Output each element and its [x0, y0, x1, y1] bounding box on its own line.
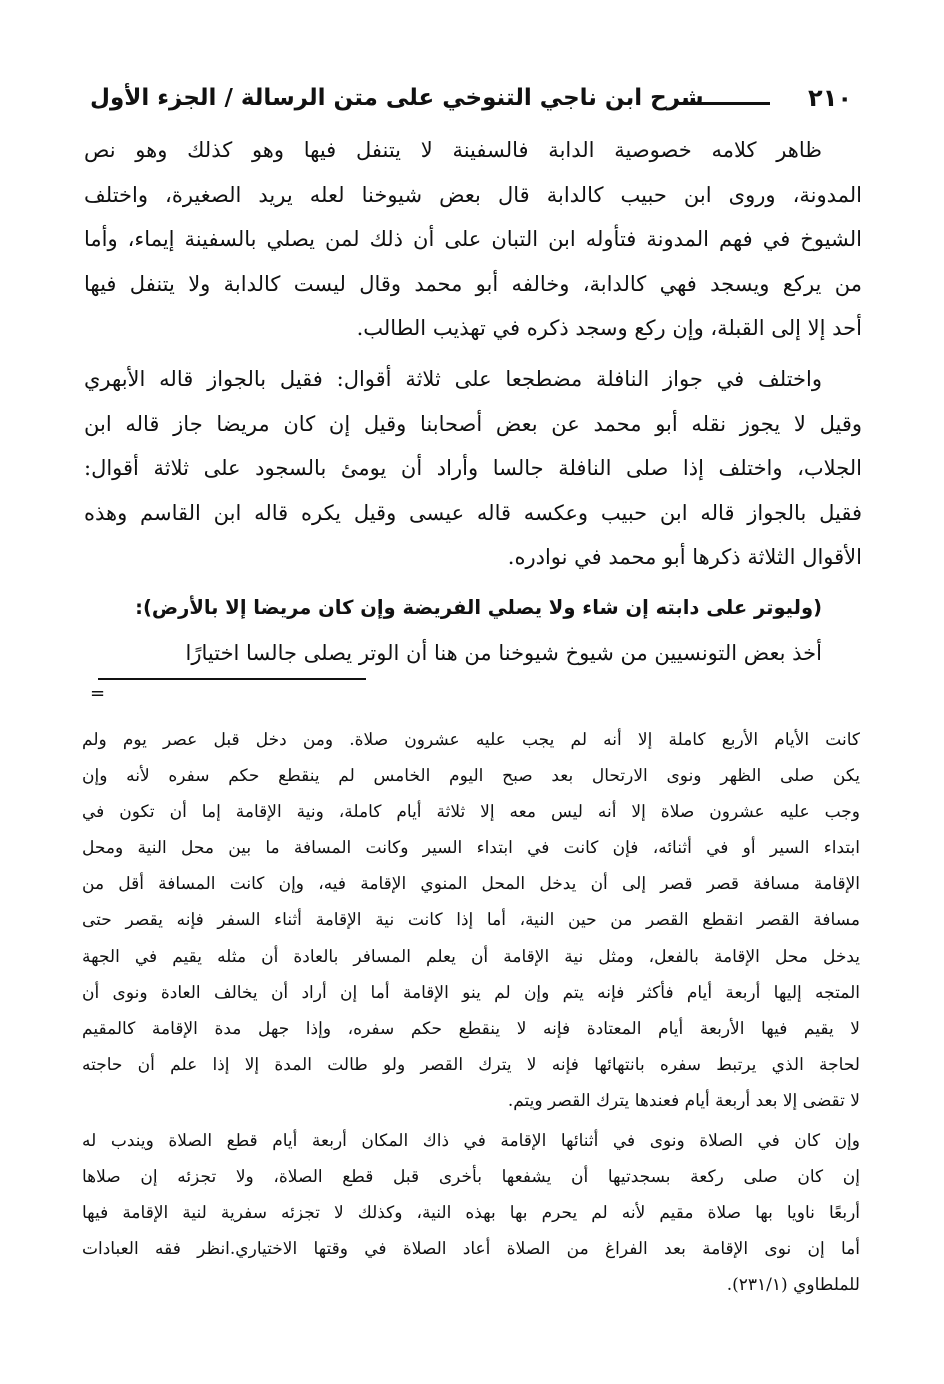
running-title: شرح ابن ناجي التنوخي على متن الرسالة / الجزء الأول: [90, 85, 704, 111]
footnote-line: وإن كان في الصلاة ونوى في أثنائها الإقامة في ذاك المكان أربعة أيام قطع الصلاة ويندب له: [82, 1131, 860, 1152]
footnote-paragraph-1: [82, 722, 860, 1119]
footnote: [82, 722, 860, 1304]
footnote-line: أربعًا ناويا بها صلاة مقيم لأنه لم يحرم بها بهذه النية، وكذلك لا تجزئه سفرية لنية الإقامة فيها: [82, 1203, 860, 1224]
paragraph-1: [84, 128, 862, 351]
page-number: ٢١٠: [808, 84, 852, 112]
text-line: فقيل بالجواز قاله ابن حبيب وعكسه قاله عيسى وقيل يكره قاله ابن القاسم وهذه: [84, 500, 862, 525]
footnote-line: يكن صلى الظهر ونوى الارتحال بعد صبح اليوم الخامس لم ينقطع حكم سفره لأنه وإن: [82, 766, 860, 787]
text-line: واختلف في جواز النافلة مضطجعا على ثلاثة أقوال: فقيل بالجواز قاله الأبهري: [84, 366, 822, 391]
text-line: أحد إلا إلى القبلة، وإن ركع وسجد ذكره في تهذيب الطالب.: [356, 316, 862, 341]
text-line: أخذ بعض التونسيين من شيوخ شيوخنا من هنا أن الوتر يصلى جالسا اختيارًا: [185, 640, 822, 665]
footnote-paragraph-2: [82, 1123, 860, 1303]
footnote-line: لحاجة الذي يرتبط سفره بانتهائها فإنه لا يترك القصر ولو طالت المدة إلا إذا علم أن حاجته: [82, 1054, 860, 1075]
footnote-line: كانت الأيام الأربع كاملة إلا أنه لم يجب عليه عشرون صلاة. ومن دخل قبل عصر يوم ولم: [82, 730, 860, 750]
page-header: [90, 78, 852, 122]
text-line: الجلاب، واختلف إذا صلى النافلة جالسا وأراد أن يومئ بالسجود على ثلاثة أقوال:: [84, 456, 862, 481]
footnote-line: المتجه إليها أربعة أيام فأكثر فإنه يتم وإن لم ينو الإقامة أما إن أراد أن يخالف العادة ونوى أن: [82, 982, 860, 1003]
text-line: وقيل لا يجوز نقله أبو محمد عن بعض أصحابنا وقيل إن كان مريضا جاز قاله ابن: [84, 411, 862, 436]
text-line: المدونة، وروى ابن حبيب كالدابة قال بعض شيوخنا لعله يريد الصغيرة، واختلف: [84, 182, 862, 207]
footnote-line: أما إن نوى الإقامة بعد الفراغ من الصلاة أعاد الصلاة في وقتها الاختياري.انظر فقه العبادات: [82, 1239, 860, 1260]
footnote-separator: [98, 678, 366, 680]
footnote-line: لا تقضى إلا بعد أربعة أيام فعندها يترك القصر ويتم.: [507, 1090, 860, 1111]
text-line: ظاهر كلامه خصوصية الدابة فالسفينة لا يتنفل فيها وهو كذلك وهو نص: [84, 138, 822, 162]
paragraph-2: [84, 357, 862, 580]
footnote-line: للملطاوي (٢٣١/١).: [726, 1275, 860, 1296]
footnote-line: الإقامة مسافة قصر قصر إلى أن يدخل المحل المنوي الإقامة فيه، وإن كانت المسافة أقل من: [82, 874, 860, 895]
footnote-line: وجب عليه عشرون صلاة إلا أنه ليس معه إلا ثلاثة أيام كاملة، ونية الإقامة إما أن تكون في: [82, 802, 860, 823]
main-text: [84, 128, 862, 675]
footnote-continuation-mark: =: [90, 683, 106, 704]
footnote-line: لا يقيم فيها الأربعة أيام المعتادة فإنه لا ينقطع حكم سفره، وإذا جهل مدة الإقامة كالمقيم: [82, 1018, 860, 1039]
matn-quote: (وليوتر على دابته إن شاء ولا يصلي الفريضة وإن كان مريضا إلا بالأرض):: [135, 595, 822, 619]
text-line: الشيوخ في فهم المدونة فتأوله ابن التبان على أن ذلك لمن يصلي بالسفينة إيماء، وأما: [84, 227, 862, 252]
footnote-line: يدخل محل الإقامة بالفعل، ومثل نية الإقامة أن يعلم المسافر بالعادة أن مثله يقيم في الجهة: [82, 946, 860, 967]
footnote-line: مسافة القصر انقطع القصر من حين النية، أما إذا كانت نية الإقامة أثناء السفر فإنه يقصر حتى: [82, 910, 860, 931]
footnote-line: ابتداء السير أو في أثنائه، فإن كانت في ابتداء السير وكانت المسافة ما بين محل النية ومحل: [82, 838, 860, 859]
text-line: من يركع ويسجد فهي كالدابة، وخالفه أبو محمد وقال ليست كالدابة ولا يتنفل فيها: [84, 271, 862, 296]
text-line: الأقوال الثلاثة ذكرها أبو محمد في نوادره.: [507, 545, 862, 570]
footnote-line: إن كان صلى ركعة بسجدتيها أن يشفعها بأخرى قبل قطع الصلاة، ولا تجزئه إن صلاها: [82, 1167, 860, 1188]
